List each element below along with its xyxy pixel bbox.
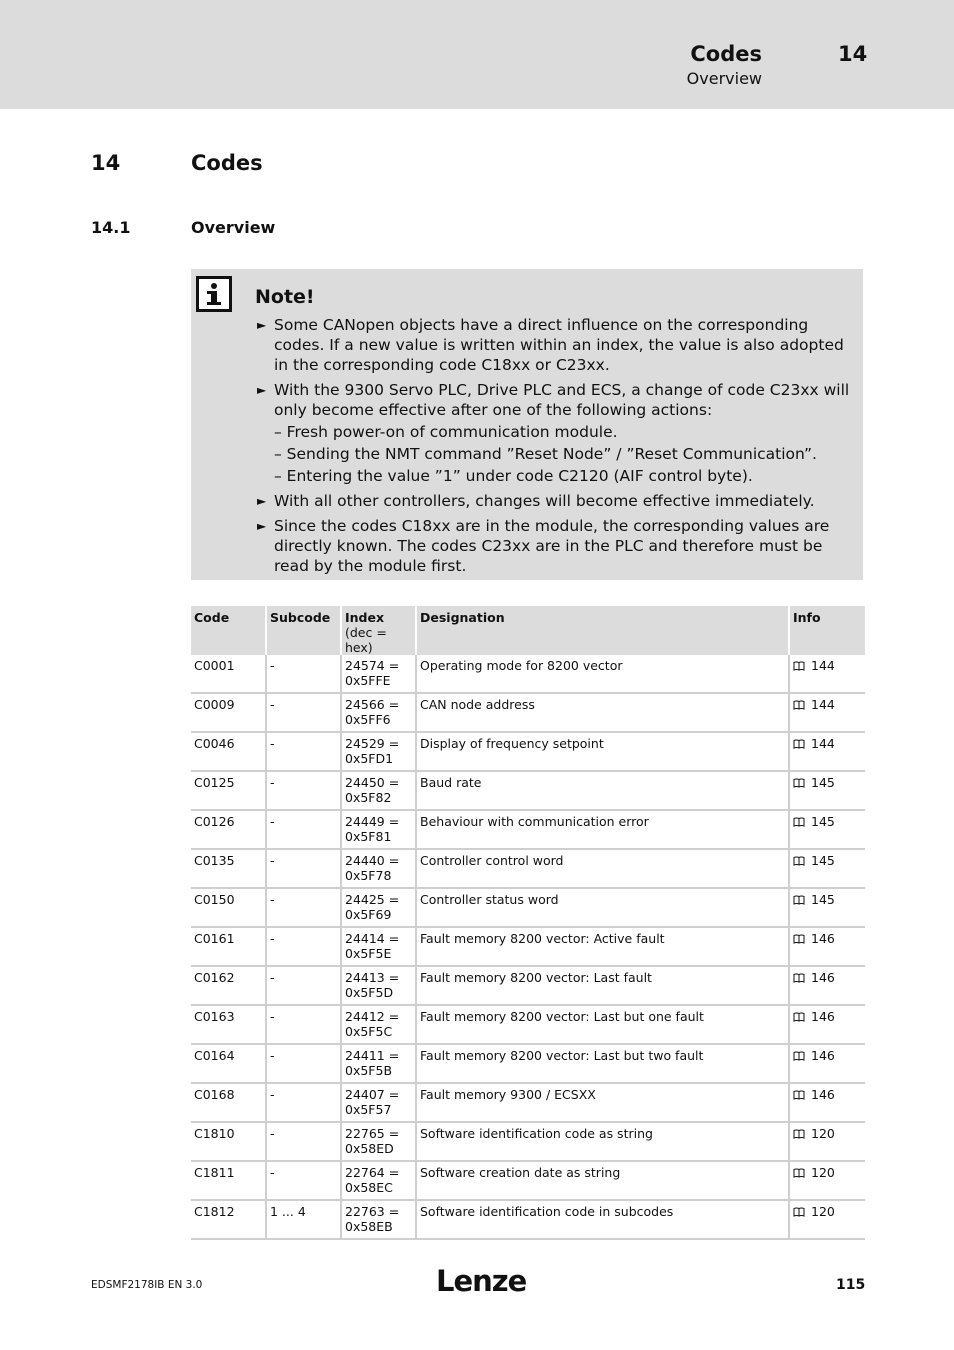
cell-info[interactable] xyxy=(789,1161,865,1200)
heading1-text: Codes xyxy=(191,151,263,175)
table-header-row xyxy=(191,606,865,655)
book-icon xyxy=(793,856,805,866)
cell-index: 24450 = 0x5F82 xyxy=(341,771,416,810)
cell-subcode: - xyxy=(266,1161,341,1200)
cell-subcode: - xyxy=(266,732,341,771)
cell-subcode: 1 ... 4 xyxy=(266,1200,341,1239)
footer-doc-id: EDSMF2178IB EN 3.0 xyxy=(91,1279,203,1291)
table-row xyxy=(191,1044,865,1083)
cell-designation: Fault memory 8200 vector: Last fault xyxy=(416,966,789,1005)
cell-index: 24574 = 0x5FFE xyxy=(341,655,416,693)
cell-info[interactable] xyxy=(789,849,865,888)
table-row xyxy=(191,1161,865,1200)
cell-code: C1810 xyxy=(191,1122,266,1161)
note-sub-item: – Sending the NMT command ”Reset Node” / ”Reset Communication”. xyxy=(274,445,817,463)
page-number: 115 xyxy=(836,1277,866,1293)
cell-subcode: - xyxy=(266,966,341,1005)
header-band xyxy=(0,0,954,109)
cell-index: 24412 = 0x5F5C xyxy=(341,1005,416,1044)
book-icon xyxy=(793,661,805,671)
cell-info[interactable] xyxy=(789,1200,865,1239)
info-page-ref: 146 xyxy=(811,970,835,985)
cell-index: 22763 = 0x58EB xyxy=(341,1200,416,1239)
table-row xyxy=(191,966,865,1005)
header-subtitle: Overview xyxy=(686,69,762,88)
cell-subcode: - xyxy=(266,1122,341,1161)
cell-info[interactable] xyxy=(789,771,865,810)
table-row xyxy=(191,927,865,966)
cell-designation: Software creation date as string xyxy=(416,1161,789,1200)
cell-index: 24407 = 0x5F57 xyxy=(341,1083,416,1122)
note-bullet: ► Since the codes C18xx are in the module, the corresponding values are directly known. The codes C23xx are in the PLC and therefore must be read by the module first. xyxy=(257,517,830,575)
cell-code: C0168 xyxy=(191,1083,266,1122)
cell-code: C0150 xyxy=(191,888,266,927)
cell-code: C1811 xyxy=(191,1161,266,1200)
cell-index: 24566 = 0x5FF6 xyxy=(341,693,416,732)
cell-subcode: - xyxy=(266,771,341,810)
info-page-ref: 120 xyxy=(811,1204,835,1219)
info-page-ref: 145 xyxy=(811,814,835,829)
cell-code: C0125 xyxy=(191,771,266,810)
info-page-ref: 146 xyxy=(811,1087,835,1102)
cell-code: C0046 xyxy=(191,732,266,771)
book-icon xyxy=(793,739,805,749)
cell-index: 24529 = 0x5FD1 xyxy=(341,732,416,771)
cell-index: 24440 = 0x5F78 xyxy=(341,849,416,888)
book-icon xyxy=(793,817,805,827)
book-icon xyxy=(793,1090,805,1100)
cell-code: C0009 xyxy=(191,693,266,732)
info-page-ref: 120 xyxy=(811,1165,835,1180)
cell-subcode: - xyxy=(266,1044,341,1083)
info-icon xyxy=(196,276,232,312)
note-bullet: ► With the 9300 Servo PLC, Drive PLC and ECS, a change of code C23xx will only become effective after one of the following actions: – Fresh power-on of communication module. – Sending the NMT command ”Reset Node” / ”Reset Communication”. – Entering the value ”1” under code C2120 (AIF control byte). xyxy=(257,380,853,486)
table-row xyxy=(191,1122,865,1161)
cell-designation: Controller control word xyxy=(416,849,789,888)
cell-index: 22765 = 0x58ED xyxy=(341,1122,416,1161)
cell-code: C0001 xyxy=(191,655,266,693)
table-row xyxy=(191,810,865,849)
cell-code: C0162 xyxy=(191,966,266,1005)
note-sub-item: – Fresh power-on of communication module. xyxy=(274,423,618,441)
cell-designation: Controller status word xyxy=(416,888,789,927)
cell-index: 24413 = 0x5F5D xyxy=(341,966,416,1005)
cell-info[interactable] xyxy=(789,732,865,771)
book-icon xyxy=(793,1207,805,1217)
cell-index: 24411 = 0x5F5B xyxy=(341,1044,416,1083)
info-page-ref: 144 xyxy=(811,736,835,751)
cell-subcode: - xyxy=(266,1083,341,1122)
table-row xyxy=(191,655,865,693)
note-list xyxy=(257,315,853,581)
cell-info[interactable] xyxy=(789,693,865,732)
cell-designation: Software identification code in subcodes xyxy=(416,1200,789,1239)
note-sub-item: – Entering the value ”1” under code C2120 (AIF control byte). xyxy=(274,467,753,485)
cell-info[interactable] xyxy=(789,810,865,849)
cell-subcode: - xyxy=(266,655,341,693)
heading2-text: Overview xyxy=(191,218,276,237)
cell-designation: Operating mode for 8200 vector xyxy=(416,655,789,693)
table-row xyxy=(191,693,865,732)
header-title: Codes xyxy=(690,42,762,66)
table-row xyxy=(191,888,865,927)
cell-index: 24425 = 0x5F69 xyxy=(341,888,416,927)
cell-code: C0135 xyxy=(191,849,266,888)
cell-info[interactable] xyxy=(789,1083,865,1122)
cell-index: 22764 = 0x58EC xyxy=(341,1161,416,1200)
book-icon xyxy=(793,1168,805,1178)
book-icon xyxy=(793,1129,805,1139)
cell-designation: Fault memory 8200 vector: Last but one fault xyxy=(416,1005,789,1044)
col-header-index: Index (dec = hex) xyxy=(341,606,416,655)
book-icon xyxy=(793,934,805,944)
cell-index: 24414 = 0x5F5E xyxy=(341,927,416,966)
info-page-ref: 146 xyxy=(811,931,835,946)
note-bullet: ► With all other controllers, changes will become effective immediately. xyxy=(257,492,815,510)
cell-subcode: - xyxy=(266,1005,341,1044)
book-icon xyxy=(793,1051,805,1061)
table-row xyxy=(191,849,865,888)
bullet-arrow-icon: ► xyxy=(257,494,267,508)
book-icon xyxy=(793,895,805,905)
book-icon xyxy=(793,973,805,983)
cell-subcode: - xyxy=(266,810,341,849)
col-header-designation: Designation xyxy=(416,606,789,655)
bullet-arrow-icon: ► xyxy=(257,318,267,332)
cell-subcode: - xyxy=(266,888,341,927)
cell-index: 24449 = 0x5F81 xyxy=(341,810,416,849)
cell-code: C0163 xyxy=(191,1005,266,1044)
cell-designation: Software identification code as string xyxy=(416,1122,789,1161)
table-row xyxy=(191,1005,865,1044)
bullet-arrow-icon: ► xyxy=(257,519,267,533)
col-header-subcode: Subcode xyxy=(266,606,341,655)
cell-code: C0161 xyxy=(191,927,266,966)
info-page-ref: 146 xyxy=(811,1009,835,1024)
book-icon xyxy=(793,1012,805,1022)
table-row xyxy=(191,732,865,771)
cell-info[interactable] xyxy=(789,966,865,1005)
info-page-ref: 145 xyxy=(811,853,835,868)
col-header-info: Info xyxy=(789,606,865,655)
col-header-code: Code xyxy=(191,606,266,655)
header-chapter-number: 14 xyxy=(838,42,868,66)
cell-subcode: - xyxy=(266,849,341,888)
info-page-ref: 144 xyxy=(811,697,835,712)
info-page-ref: 120 xyxy=(811,1126,835,1141)
cell-info[interactable] xyxy=(789,1122,865,1161)
cell-info[interactable] xyxy=(789,1005,865,1044)
table-row xyxy=(191,1200,865,1239)
codes-table xyxy=(191,606,865,1240)
cell-info[interactable] xyxy=(789,927,865,966)
info-page-ref: 145 xyxy=(811,775,835,790)
cell-code: C0126 xyxy=(191,810,266,849)
cell-info[interactable] xyxy=(789,888,865,927)
cell-designation: Fault memory 8200 vector: Last but two fault xyxy=(416,1044,789,1083)
heading1-number: 14 xyxy=(91,151,121,175)
book-icon xyxy=(793,778,805,788)
cell-designation: Fault memory 8200 vector: Active fault xyxy=(416,927,789,966)
cell-info[interactable] xyxy=(789,655,865,693)
info-page-ref: 146 xyxy=(811,1048,835,1063)
cell-designation: Display of frequency setpoint xyxy=(416,732,789,771)
cell-designation: Behaviour with communication error xyxy=(416,810,789,849)
cell-code: C0164 xyxy=(191,1044,266,1083)
cell-designation: CAN node address xyxy=(416,693,789,732)
note-bullet: ► Some CANopen objects have a direct influence on the corresponding codes. If a new value is written within an index, the value is also adopted in the corresponding code C18xx or C23xx. xyxy=(257,316,844,374)
heading2-number: 14.1 xyxy=(91,218,131,237)
bullet-arrow-icon: ► xyxy=(257,383,267,397)
table-row xyxy=(191,1083,865,1122)
cell-subcode: - xyxy=(266,927,341,966)
cell-designation: Baud rate xyxy=(416,771,789,810)
cell-code: C1812 xyxy=(191,1200,266,1239)
cell-info[interactable] xyxy=(789,1044,865,1083)
note-box xyxy=(191,269,863,580)
cell-designation: Fault memory 9300 / ECSXX xyxy=(416,1083,789,1122)
note-title: Note! xyxy=(255,286,315,308)
table-row xyxy=(191,771,865,810)
book-icon xyxy=(793,700,805,710)
info-page-ref: 145 xyxy=(811,892,835,907)
lenze-logo: Lenze xyxy=(436,1264,527,1298)
cell-subcode: - xyxy=(266,693,341,732)
info-page-ref: 144 xyxy=(811,658,835,673)
